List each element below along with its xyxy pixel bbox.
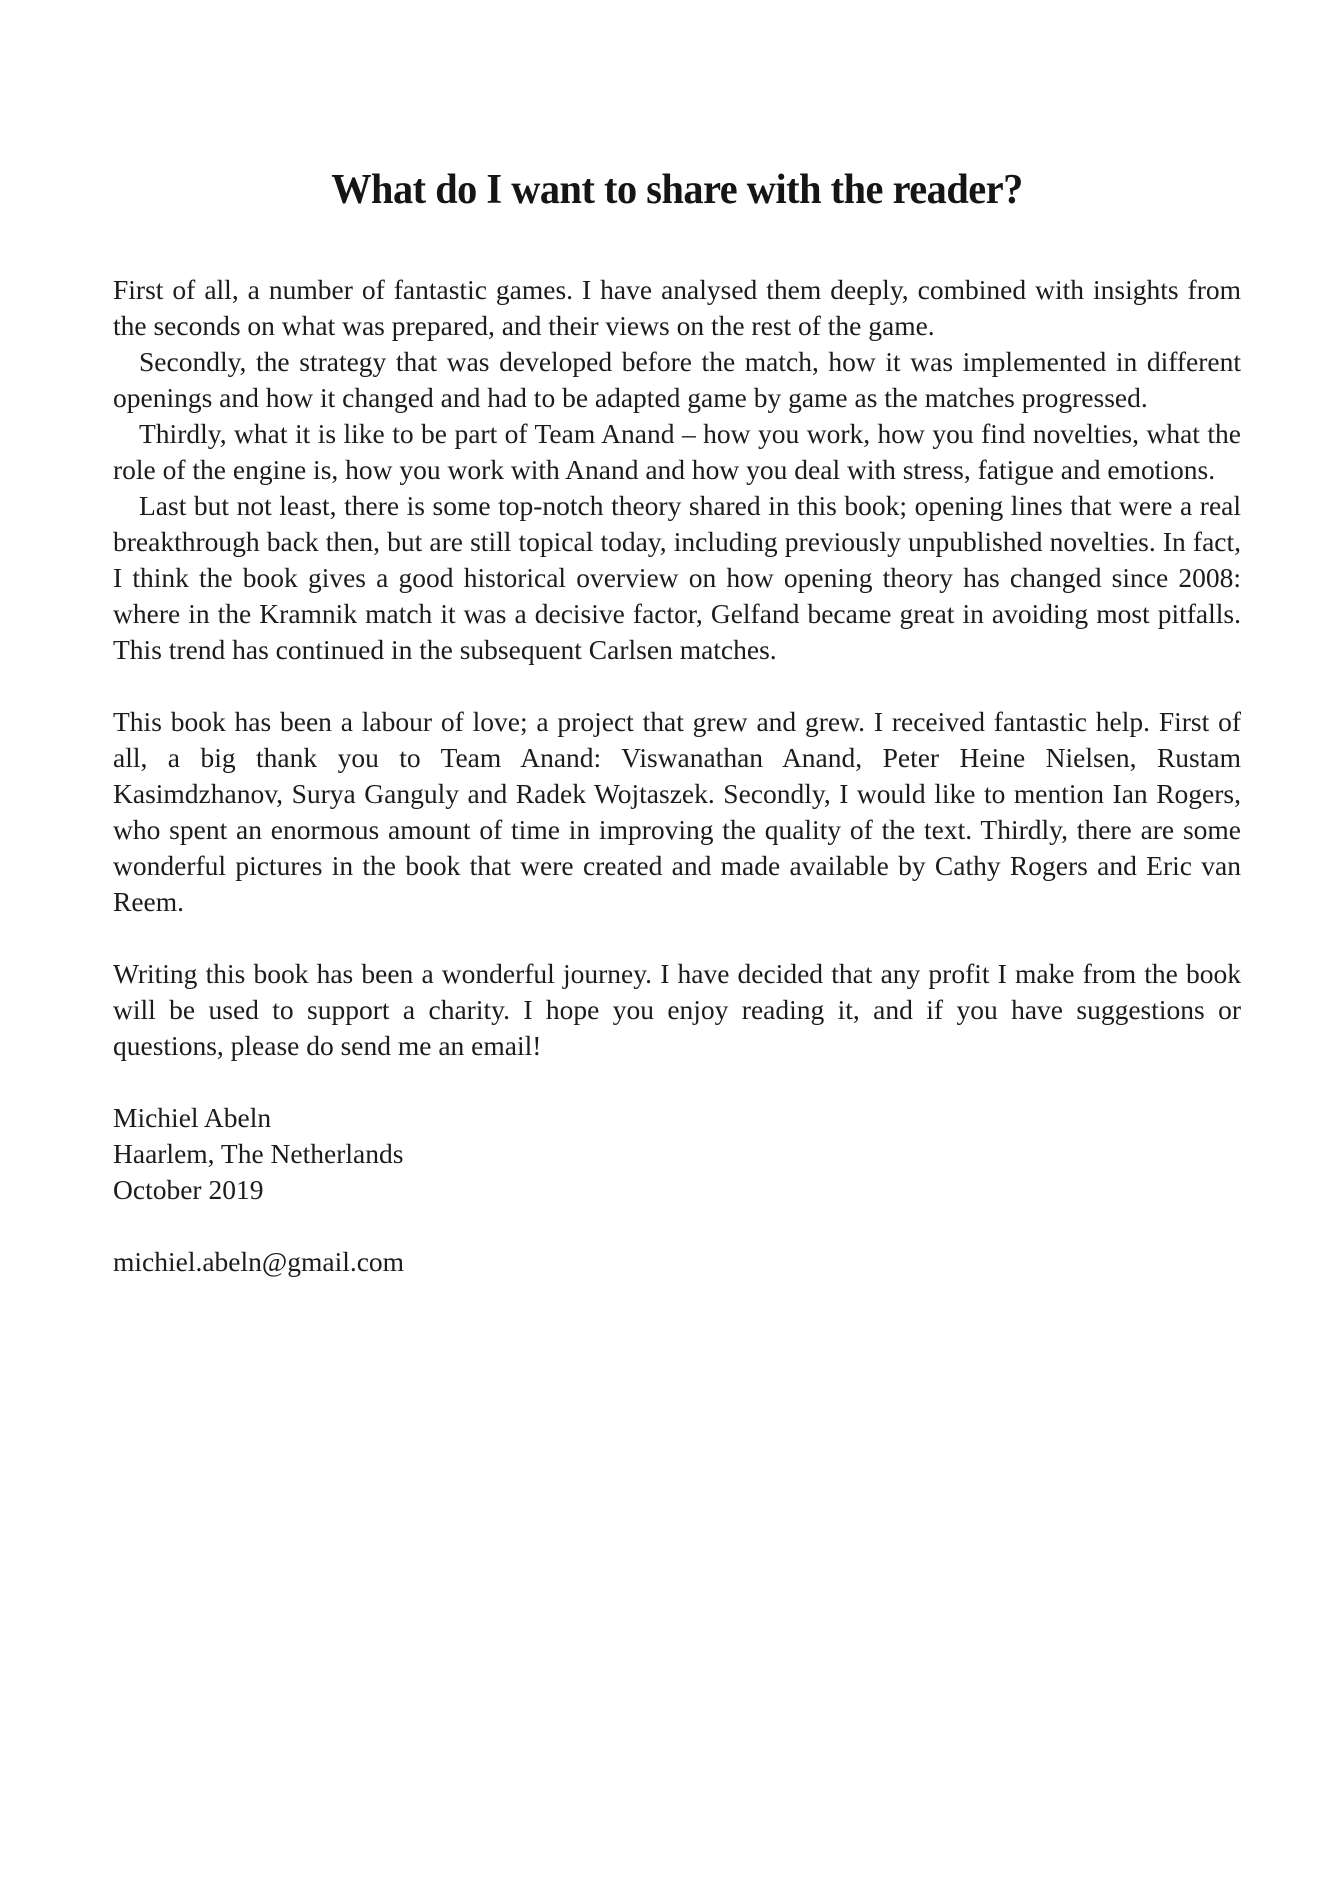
paragraph-charity: Writing this book has been a wonderful journey. I have decided that any profit I make from the book will be used to support a charity. I hope you enjoy reading it, and if you have suggestions or questions, please do send me an email! [113,958,1241,1061]
page-content [113,0,1241,1280]
paragraph-strategy: Secondly, the strategy that was developed before the match, how it was implemented in different openings and how it changed and had to be adapted game by game as the matches progressed. [113,346,1241,413]
email-address: michiel.abeln@gmail.com [113,1246,405,1277]
paragraph-acknowledgements: This book has been a labour of love; a project that grew and grew. I received fantastic help. First of all, a big thank you to Team Anand: Viswanathan Anand, Peter Heine Nielsen, Rustam Kasimdzhanov, Surya Ganguly and Radek Wojtaszek. Secondly, I would like to mention Ian Rogers, who spent an enormous amount of time in improving the quality of the text. Thirdly, there are some wonderful pictures in the book that were created and made available by Cathy Rogers and Eric van Reem. [113,706,1241,917]
body-text [113,272,1241,1064]
signature-name: Michiel Abeln [113,1102,272,1133]
page-title: What do I want to share with the reader? [331,167,1023,213]
signature-location: Haarlem, The Netherlands [113,1138,404,1169]
paragraph-team-anand: Thirdly, what it is like to be part of Team Anand – how you work, how you find novelties, what the role of the engine is, how you work with Anand and how you deal with stress, fatigue and emotions. [113,418,1241,485]
paragraph-theory: Last but not least, there is some top-notch theory shared in this book; opening lines that were a real breakthrough back then, but are still topical today, including previously unpublished novelties. In fact, I think the book gives a good historical overview on how opening theory has changed since 2008: where in the Kramnik match it was a decisive factor, Gelfand became great in avoiding most pitfalls. This trend has continued in the subsequent Carlsen matches. [113,490,1241,665]
signature-block [113,1100,1241,1208]
paragraph-fantastic-games: First of all, a number of fantastic games. I have analysed them deeply, combined with insights from the seconds on what was prepared, and their views on the rest of the game. [113,274,1241,341]
signature-date: October 2019 [113,1174,264,1205]
